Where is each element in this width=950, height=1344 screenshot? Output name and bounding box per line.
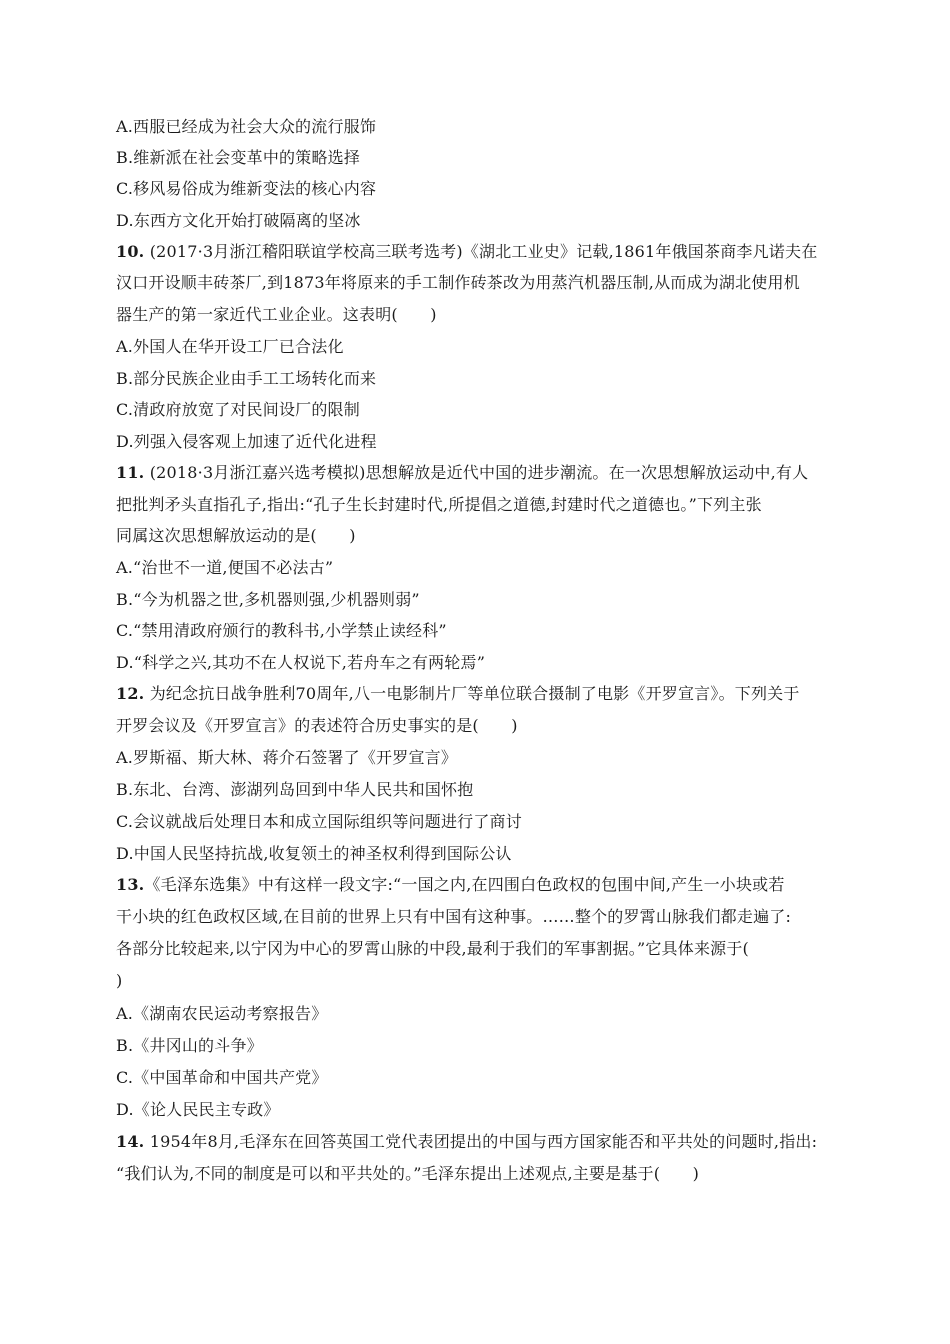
- q10-option-d: D.列强入侵客观上加速了近代化进程: [116, 432, 377, 451]
- q13-option-c: C.《中国革命和中国共产党》: [116, 1068, 328, 1087]
- q13-stem-line-1: [116, 874, 836, 896]
- q13-option-b: B.《井冈山的斗争》: [116, 1036, 263, 1055]
- q13-option-a: A.《湖南农民运动考察报告》: [116, 1004, 328, 1023]
- q11-option-c: C.“禁用清政府颁行的教科书,小学禁止读经科”: [116, 621, 447, 640]
- q10-stem-line-3: 器生产的第一家近代工业企业。这表明( ): [116, 305, 437, 324]
- q12-option-b: B.东北、台湾、澎湖列岛回到中华人民共和国怀抱: [116, 780, 474, 799]
- q10-stem-line-1: [116, 241, 836, 263]
- q11-stem-line-2: 把批判矛头直指孔子,指出:“孔子生长封建时代,所提倡之道德,封建时代之道德也。”下列主张: [116, 495, 762, 514]
- q14-stem-text-1: 1954年8月,毛泽东在回答英国工党代表团提出的中国与西方国家能否和平共处的问题时,指出:: [144, 1132, 818, 1151]
- q12-stem-line-2: 开罗会议及《开罗宣言》的表述符合历史事实的是( ): [116, 716, 518, 735]
- q13-stem-line-2: 干小块的红色政权区域,在目前的世界上只有中国有这种事。……整个的罗霄山脉我们都走遍了:: [116, 907, 792, 926]
- q11-option-b: B.“今为机器之世,多机器则强,少机器则弱”: [116, 590, 420, 609]
- q10-stem-line-2: 汉口开设顺丰砖茶厂,到1873年将原来的手工制作砖茶改为用蒸汽机器压制,从而成为湖北使用机: [116, 273, 800, 292]
- q10-number: 10.: [116, 242, 145, 261]
- q14-number: 14.: [116, 1132, 145, 1151]
- q13-option-d: D.《论人民民主专政》: [116, 1100, 280, 1119]
- q14-stem-line-2: “我们认为,不同的制度是可以和平共处的。”毛泽东提出上述观点,主要是基于( ): [116, 1164, 700, 1183]
- q14-stem-line-1: [116, 1131, 836, 1153]
- q13-stem-line-4: ): [116, 971, 123, 990]
- q9-option-b: B.维新派在社会变革中的策略选择: [116, 148, 361, 167]
- q11-stem-line-3: 同属这次思想解放运动的是( ): [116, 526, 356, 545]
- q12-stem-text-1: 为纪念抗日战争胜利70周年,八一电影制片厂等单位联合摄制了电影《开罗宣言》。下列关于: [144, 684, 800, 703]
- q12-stem-line-1: [116, 683, 836, 705]
- q10-option-c: C.清政府放宽了对民间设厂的限制: [116, 400, 360, 419]
- q11-number: 11.: [116, 463, 145, 482]
- q10-option-a: A.外国人在华开设工厂已合法化: [116, 337, 344, 356]
- q11-stem-line-1: [116, 462, 836, 484]
- q9-option-d: D.东西方文化开始打破隔离的坚冰: [116, 211, 361, 230]
- q11-option-d: D.“科学之兴,其功不在人权说下,若舟车之有两轮焉”: [116, 653, 486, 672]
- q11-option-a: A.“治世不一道,便国不必法古”: [116, 558, 334, 577]
- q12-number: 12.: [116, 684, 145, 703]
- q12-option-a: A.罗斯福、斯大林、蒋介石签署了《开罗宣言》: [116, 748, 458, 767]
- q10-option-b: B.部分民族企业由手工工场转化而来: [116, 369, 377, 388]
- q13-number: 13.: [116, 875, 145, 894]
- q10-stem-text-1: (2017·3月浙江稽阳联谊学校高三联考选考)《湖北工业史》记载,1861年俄国茶商李凡诺夫在: [144, 242, 818, 261]
- q12-option-c: C.会议就战后处理日本和成立国际组织等问题进行了商讨: [116, 812, 522, 831]
- q9-option-c: C.移风易俗成为维新变法的核心内容: [116, 179, 377, 198]
- q11-stem-text-1: (2018·3月浙江嘉兴选考模拟)思想解放是近代中国的进步潮流。在一次思想解放运动中,有人: [144, 463, 809, 482]
- q13-stem-line-3: 各部分比较起来,以宁冈为中心的罗霄山脉的中段,最利于我们的军事割据。”它具体来源于(: [116, 939, 749, 958]
- q9-option-a: A.西服已经成为社会大众的流行服饰: [116, 117, 377, 136]
- q12-option-d: D.中国人民坚持抗战,收复领土的神圣权利得到国际公认: [116, 844, 512, 863]
- q13-stem-text-1: 《毛泽东选集》中有这样一段文字:“一国之内,在四围白色政权的包围中间,产生一小块或若: [144, 875, 785, 894]
